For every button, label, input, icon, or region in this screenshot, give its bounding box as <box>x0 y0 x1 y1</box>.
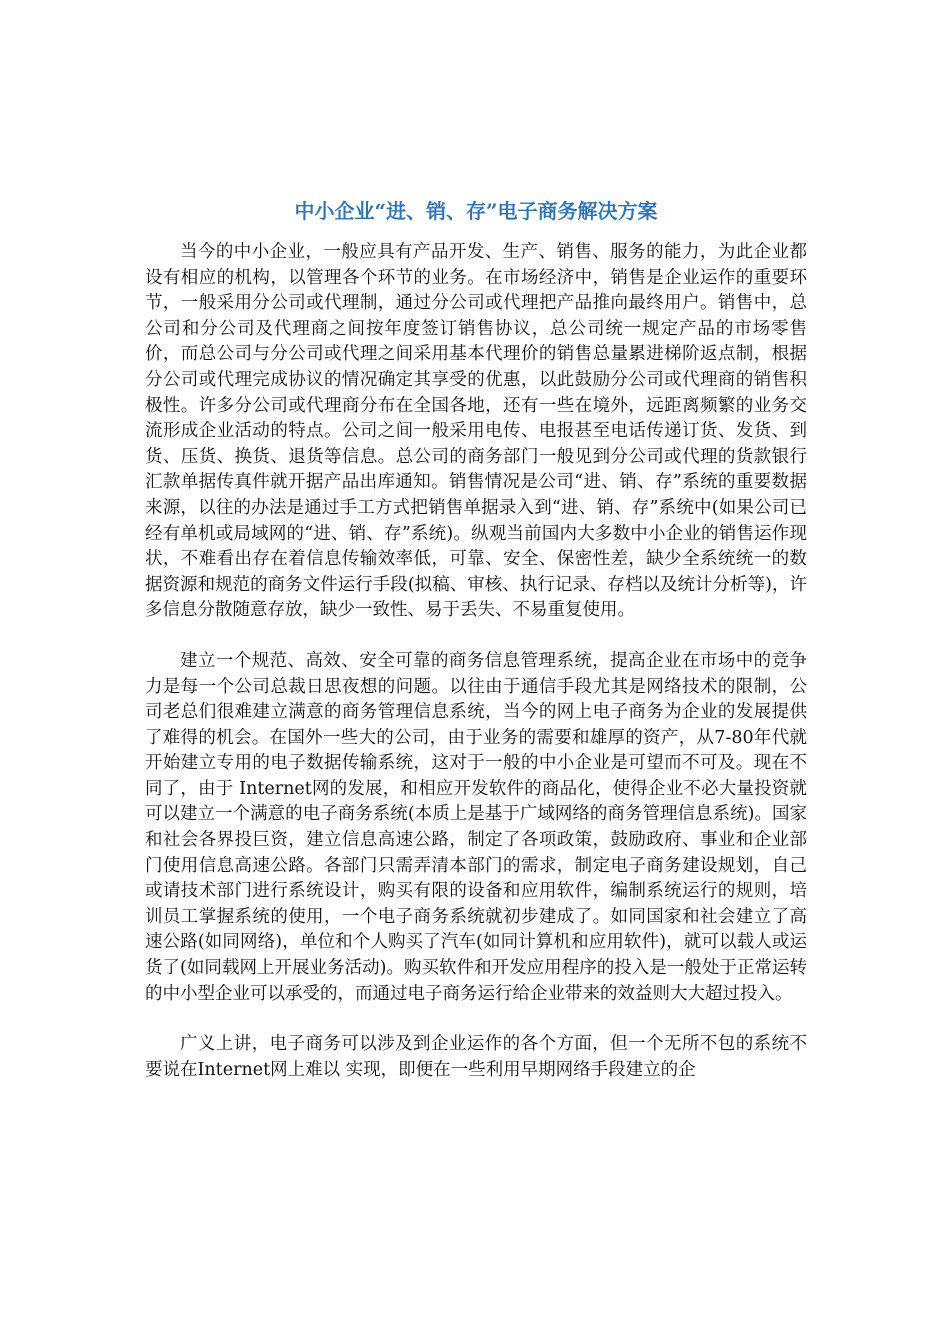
paragraph-3: 广义上讲，电子商务可以涉及到企业运作的各个方面，但一个无所不包的系统不要说在Internet网上难以 实现，即便在一些利用早期网络手段建立的企 <box>145 1034 807 1080</box>
document-page <box>145 196 807 1108</box>
document-title: 中小企业“进、销、存”电子商务解决方案 <box>294 199 658 223</box>
paragraph-2: 建立一个规范、高效、安全可靠的商务信息管理系统，提高企业在市场中的竞争力是每一个公司总裁日思夜想的问题。以往由于通信手段尤其是网络技术的限制，公司老总们很难建立满意的商务管理信息系统，当今的网上电子商务为企业的发展提供了难得的机会。在国外一些大的公司，由于业务的需要和雄厚的资产，从7-80年代就开始建立专用的电子数据传输系统，这对于一般的中小企业是可望而不可及。现在不同了，由于 Internet网的发展，和相应开发软件的商品化，使得企业不必大量投资就可以建立一个满意的电子商务系统(本质上是基于广域网络的商务管理信息系统)。国家和社会各界投巨资，建立信息高速公路，制定了各项政策，鼓励政府、事业和企业部门使用信息高速公路。各部门只需弄清本部门的需求，制定电子商务建设规划，自己或请技术部门进行系统设计，购买有限的设备和应用软件，编制系统运行的规则，培训员工掌握系统的使用，一个电子商务系统就初步建成了。如同国家和社会建立了高速公路(如同网络)，单位和个人购买了汽车(如同计算机和应用软件)，就可以载人或运货了(如同载网上开展业务活动)。购买软件和开发应用程序的投入是一般处于正常运转的中小型企业可以承受的，而通过电子商务运行给企业带来的效益则大大超过投入。 <box>145 650 807 1004</box>
paragraph-1: 当今的中小企业，一般应具有产品开发、生产、销售、服务的能力，为此企业都设有相应的机构，以管理各个环节的业务。在市场经济中，销售是企业运作的重要环节，一般采用分公司或代理制，通过分公司或代理把产品推向最终用户。销售中，总公司和分公司及代理商之间按年度签订销售协议，总公司统一规定产品的市场零售价，而总公司与分公司或代理之间采用基本代理价的销售总量累进梯阶返点制，根据分公司或代理完成协议的情况确定其享受的优惠，以此鼓励分公司或代理商的销售积极性。许多分公司或代理商分布在全国各地，还有一些在境外，远距离频繁的业务交流形成企业活动的特点。公司之间一般采用电传、电报甚至电话传递订货、发货、到货、压货、换货、退货等信息。总公司的商务部门一般见到分公司或代理的货款银行汇款单据传真件就开据产品出库通知。销售情况是公司“进、销、存”系统的重要数据来源，以往的办法是通过手工方式把销售单据录入到“进、销、存”系统中(如果公司已经有单机或局域网的“进、销、存”系统)。纵观当前国内大多数中小企业的销售运作现状，不难看出存在着信息传输效率低，可靠、安全、保密性差，缺少全系统统一的数据资源和规范的商务文件运行手段(拟稿、审核、执行记录、存档以及统计分析等)，许多信息分散随意存放，缺少一致性、易于丢失、不易重复使用。 <box>145 242 807 621</box>
